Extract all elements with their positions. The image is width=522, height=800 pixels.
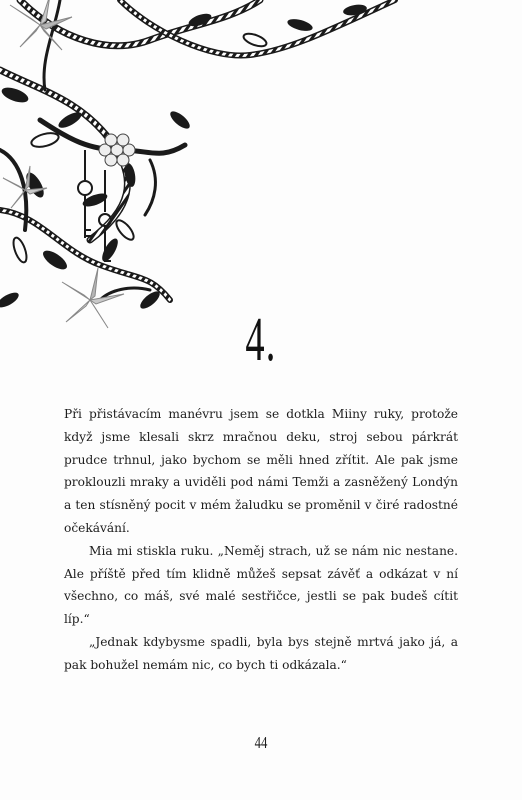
honeycomb-icon [99,134,135,166]
chapter-body [64,403,458,677]
paragraph: Při přistávacím manévru jsem se dotkla Miiny ruky, protože když jsme klesali skrz mračnou deku, stroj sebou párkrát prudce trhnul, jako bychom se měli hned zřítit. Ale pak jsme proklouzli mraky a uviděli pod námi Temži a zasněžený Londýn a ten stísněný pocit v mém žaludku se proměnil v čiré radostné očekávání. [64,407,458,535]
paragraph: „Jednak kdybysme spadli, byla bys stejně mrtvá jako já, a pak bohužel nemám nic, co bych ti odkázala.“ [64,634,458,672]
chapter-number: 4. [245,306,277,374]
leaf-icon [0,3,368,312]
key-icon [78,150,111,262]
paragraph: Mia mi stiskla ruku. „Neměj strach, už se nám nic nestane. Ale příště před tím klidně můžeš sepsat závěť a odkázat v ní všechno, co máš, své malé sestřičce, jestli se pak budeš cítit líp.“ [64,543,458,627]
lily-flower-icon [3,0,124,328]
branch-icon [0,0,395,300]
page-number: 44 [254,733,268,752]
floral-illustration [0,0,410,335]
